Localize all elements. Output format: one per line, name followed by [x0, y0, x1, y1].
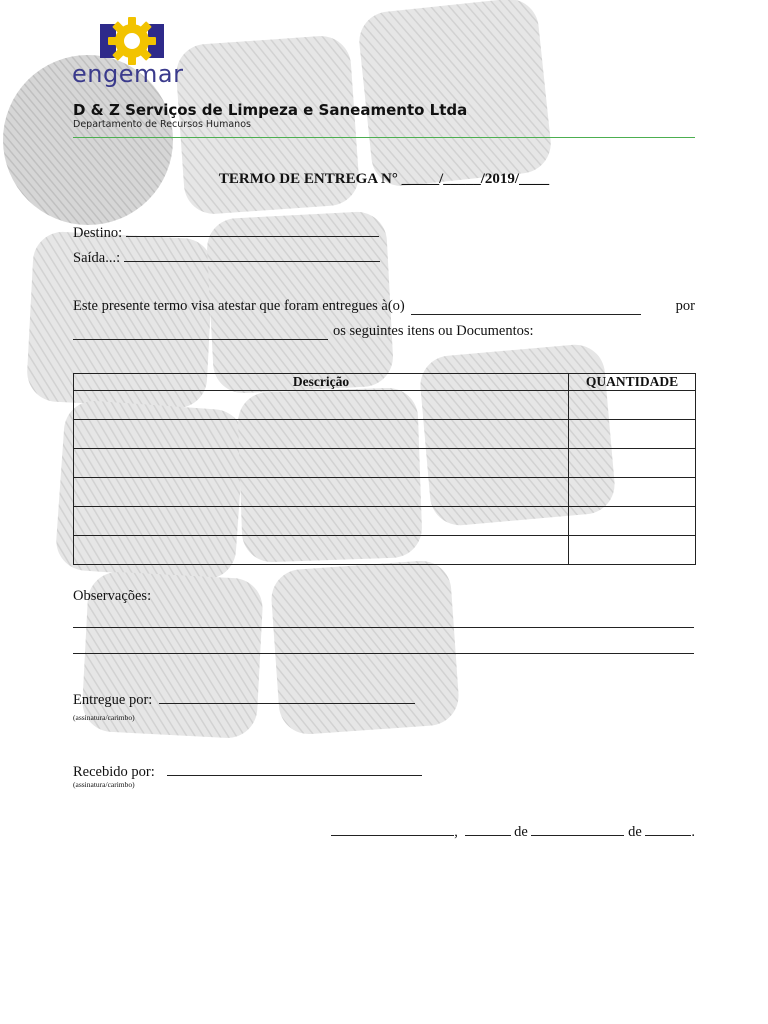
date-end: . [691, 824, 695, 840]
delivered-by-caption: (assinatura/carimbo) [73, 713, 135, 722]
received-by-field [73, 761, 422, 781]
statement-part-3: os seguintes itens ou Documentos: [333, 323, 534, 339]
items-table [73, 373, 696, 565]
received-by-label: Recebido por: [73, 764, 155, 780]
delivered-by-signature-blank[interactable] [159, 689, 415, 704]
statement-line-2 [73, 323, 695, 340]
logo-wordmark: engemar [72, 60, 184, 88]
saida-label: Saída...: [73, 250, 121, 266]
descricao-cell[interactable] [74, 449, 569, 478]
month-blank[interactable] [531, 821, 624, 836]
date-de-2: de [628, 824, 642, 840]
quantidade-cell[interactable] [569, 536, 696, 565]
observations-line[interactable] [73, 627, 694, 628]
header-divider [73, 137, 695, 138]
gear-icon [100, 16, 164, 66]
saida-field [73, 247, 380, 267]
destino-field [73, 222, 379, 242]
table-row [74, 478, 696, 507]
received-by-caption: (assinatura/carimbo) [73, 780, 135, 789]
descricao-cell[interactable] [74, 478, 569, 507]
date-comma: , [454, 824, 458, 840]
destino-label: Destino: [73, 225, 123, 241]
table-row [74, 536, 696, 565]
document-title: TERMO DE ENTREGA N° _____/_____/2019/____ [218, 171, 550, 187]
deliverer-blank[interactable] [73, 325, 328, 340]
table-row [74, 449, 696, 478]
column-header-descricao: Descrição [74, 374, 569, 391]
date-de-1: de [514, 824, 528, 840]
quantidade-cell[interactable] [569, 391, 696, 420]
place-blank[interactable] [331, 821, 454, 836]
descricao-cell[interactable] [74, 420, 569, 449]
company-logo [70, 16, 210, 86]
table-row [74, 391, 696, 420]
received-by-signature-blank[interactable] [167, 761, 422, 776]
statement-part-2: por [675, 298, 695, 314]
place-date-line [331, 821, 695, 841]
descricao-cell[interactable] [74, 391, 569, 420]
department-name: Departamento de Recursos Humanos [73, 119, 251, 130]
quantidade-cell[interactable] [569, 420, 696, 449]
day-blank[interactable] [465, 821, 511, 836]
observations-line[interactable] [73, 653, 694, 654]
destino-blank[interactable] [126, 222, 379, 237]
table-row [74, 420, 696, 449]
saida-blank[interactable] [124, 247, 380, 262]
table-header-row [74, 374, 696, 391]
delivered-by-field [73, 689, 415, 709]
logo-gear-hole [124, 33, 140, 49]
delivered-by-label: Entregue por: [73, 692, 153, 708]
year-blank[interactable] [645, 821, 691, 836]
quantidade-cell[interactable] [569, 478, 696, 507]
company-name: D & Z Serviços de Limpeza e Saneamento Ltda [73, 101, 468, 119]
table-row [74, 507, 696, 536]
recipient-blank[interactable] [411, 300, 641, 315]
quantidade-cell[interactable] [569, 449, 696, 478]
statement-line-1 [73, 298, 695, 315]
descricao-cell[interactable] [74, 536, 569, 565]
descricao-cell[interactable] [74, 507, 569, 536]
column-header-quantidade: QUANTIDADE [569, 374, 696, 391]
statement-part-1: Este presente termo visa atestar que foram entregues à(o) [73, 298, 405, 314]
quantidade-cell[interactable] [569, 507, 696, 536]
observations-label: Observações: [73, 588, 152, 604]
